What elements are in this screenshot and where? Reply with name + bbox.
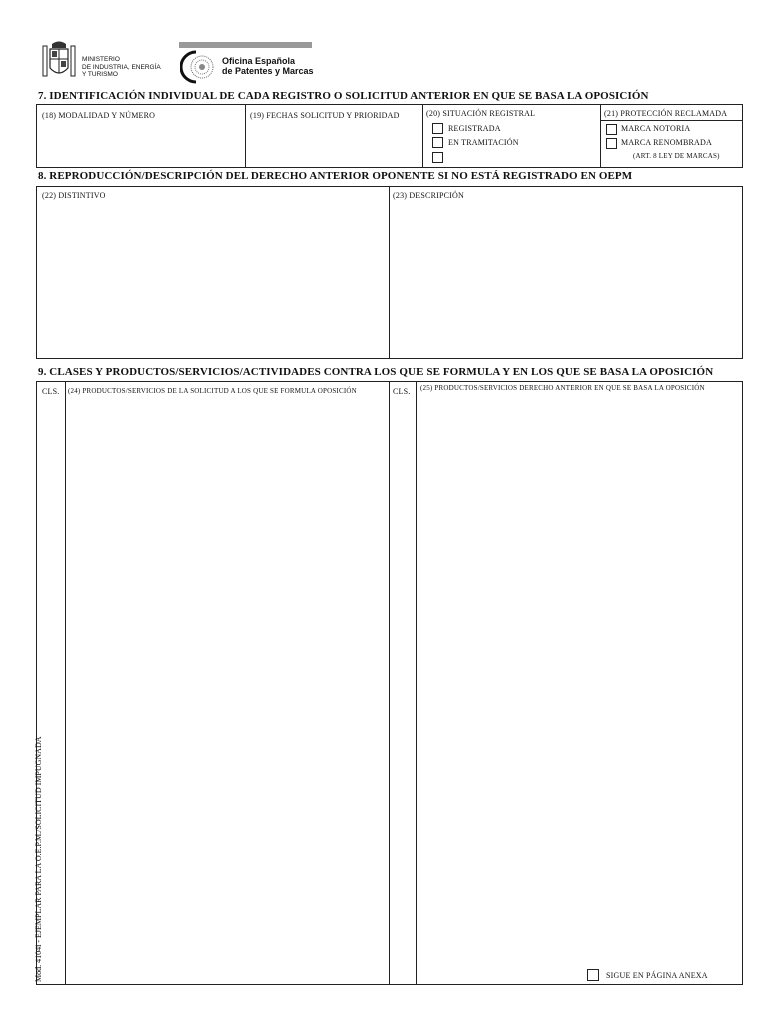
sigue-anexa-label: SIGUE EN PÁGINA ANEXA (606, 971, 708, 980)
blank-checkbox[interactable] (432, 152, 443, 163)
marca-notoria-label: MARCA NOTORIA (621, 124, 691, 133)
field-24-label: (24) PRODUCTOS/SERVICIOS DE LA SOLICITUD A LOS QUE SE FORMULA OPOSICIÓN (68, 387, 357, 395)
field-22-label: (22) DISTINTIVO (42, 191, 106, 200)
divider-line (600, 120, 743, 121)
divider (245, 104, 246, 168)
registrada-checkbox[interactable] (432, 123, 443, 134)
field-23-label: (23) DESCRIPCIÓN (393, 191, 464, 200)
ministry-name (82, 56, 161, 79)
section-9-title: 9. CLASES Y PRODUCTOS/SERVICIOS/ACTIVIDADES CONTRA LOS QUE SE FORMULA Y EN LOS QUE SE BASA LA OPOSICIÓN (38, 366, 714, 378)
field-20-label: (20) SITUACIÓN REGISTRAL (426, 109, 536, 118)
marca-renombrada-label: MARCA RENOMBRADA (621, 138, 712, 147)
cls-label-right: CLS. (393, 387, 411, 396)
divider (416, 381, 417, 985)
art-8-note: (ART. 8 LEY DE MARCAS) (633, 152, 720, 160)
divider (422, 104, 423, 168)
form-model-side-text: Mod. 4104i - EJEMPLAR PARA LA O.E.P.M./SOLICITUD IMPUGNADA (34, 736, 43, 982)
en-tramitacion-checkbox[interactable] (432, 137, 443, 148)
ministry-line-2: DE INDUSTRIA, ENERGÍA (82, 63, 161, 71)
ministry-line-1: MINISTERIO (82, 56, 120, 63)
office-line-2: de Patentes y Marcas (222, 66, 314, 76)
cls-label-left: CLS. (42, 387, 60, 396)
sigue-anexa-checkbox[interactable] (587, 969, 599, 981)
registrada-label: REGISTRADA (448, 124, 501, 133)
section-8-title: 8. REPRODUCCIÓN/DESCRIPCIÓN DEL DERECHO ANTERIOR OPONENTE SI NO ESTÁ REGISTRADO EN OEPM (38, 170, 633, 182)
divider (65, 381, 66, 985)
divider (389, 381, 390, 985)
marca-notoria-checkbox[interactable] (606, 124, 617, 135)
office-name (222, 56, 314, 76)
section-7-title: 7. IDENTIFICACIÓN INDIVIDUAL DE CADA REGISTRO O SOLICITUD ANTERIOR EN QUE SE BASA LA OPOSICIÓN (38, 90, 649, 102)
en-tramitacion-label: EN TRAMITACIÓN (448, 138, 519, 147)
field-25-label: (25) PRODUCTOS/SERVICIOS DERECHO ANTERIOR EN QUE SE BASA LA OPOSICIÓN (420, 384, 705, 392)
divider (389, 186, 390, 359)
header-gray-bar (179, 42, 312, 48)
field-21-label: (21) PROTECCIÓN RECLAMADA (604, 109, 728, 118)
ministry-line-3: Y TURISMO (82, 71, 118, 78)
divider (600, 104, 601, 168)
office-line-1: Oficina Española (222, 56, 296, 66)
marca-renombrada-checkbox[interactable] (606, 138, 617, 149)
oepm-logo (180, 50, 218, 84)
coat-of-arms-logo (40, 40, 78, 82)
field-18-label: (18) MODALIDAD Y NÚMERO (42, 111, 156, 120)
field-19-label: (19) FECHAS SOLICITUD Y PRIORIDAD (250, 111, 400, 120)
